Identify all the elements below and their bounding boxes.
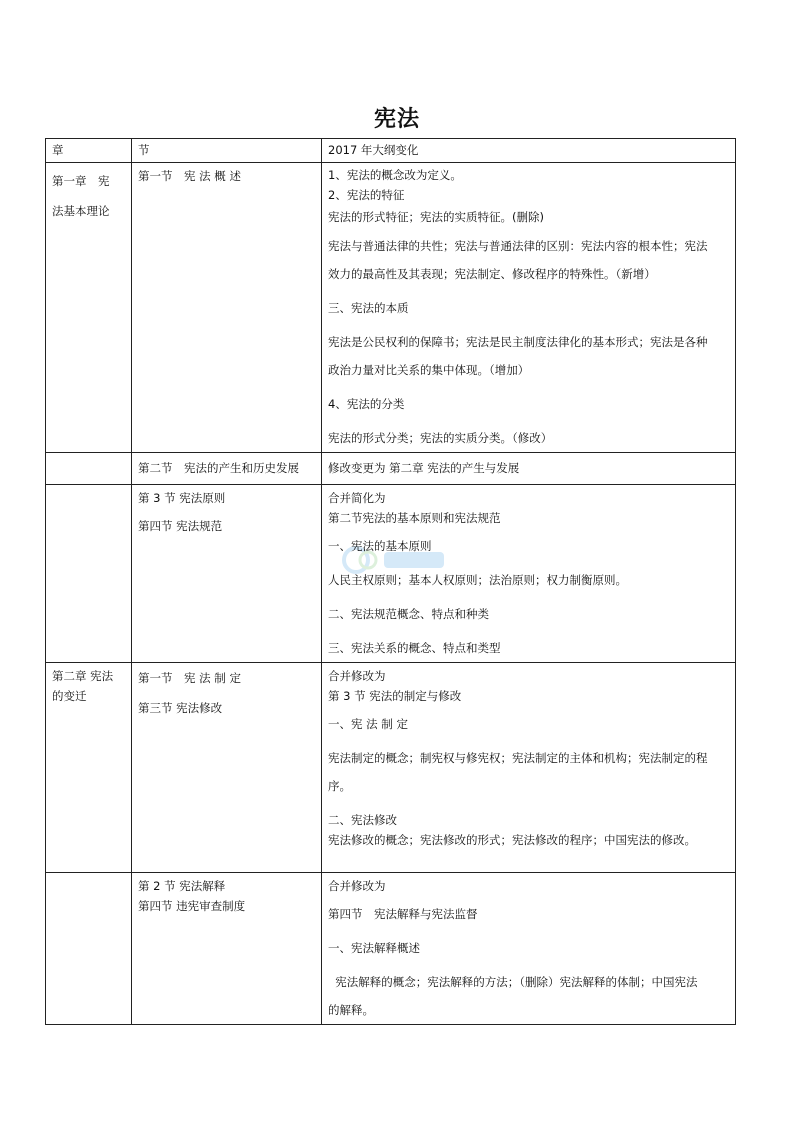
change-line: 合并简化为 — [328, 491, 386, 505]
change-line: 第二节宪法的基本原则和宪法规范 — [328, 511, 501, 525]
chapter-cell — [46, 163, 132, 453]
change-line: 修改变更为 第二章 宪法的产生与发展 — [328, 461, 520, 475]
change-line: 人民主权原则；基本人权原则；法治原则；权力制衡原则。 — [328, 573, 627, 587]
changes-cell — [322, 663, 736, 873]
change-line: 第 3 节 宪法的制定与修改 — [328, 689, 462, 703]
change-line: 宪法解释的概念；宪法解释的方法；（删除）宪法解释的体制；中国宪法 — [328, 975, 698, 989]
change-line: 二、宪法规范概念、特点和种类 — [328, 607, 489, 621]
chapter-text: 第一章 宪 — [52, 174, 110, 188]
change-line: 1、宪法的概念改为定义。 — [328, 168, 462, 182]
change-line: 第四节 宪法解释与宪法监督 — [328, 907, 478, 921]
chapter-text: 第二章 宪法 — [52, 669, 114, 683]
table-header-row — [46, 139, 736, 163]
changes-cell — [322, 453, 736, 485]
chapter-cell — [46, 663, 132, 873]
change-line: 三、宪法关系的概念、特点和类型 — [328, 641, 501, 655]
table-row — [46, 485, 736, 663]
page-title: 宪法 — [373, 107, 420, 132]
change-line: 政治力量对比关系的集中体现。（增加） — [328, 363, 530, 377]
chapter-text: 法基本理论 — [52, 204, 110, 218]
change-line: 二、宪法修改 — [328, 813, 397, 827]
section-cell — [132, 453, 322, 485]
section-cell — [132, 485, 322, 663]
syllabus-change-table — [45, 138, 736, 1025]
change-line: 宪法的形式特征；宪法的实质特征。(删除) — [328, 210, 544, 224]
section-cell — [132, 663, 322, 873]
change-line: 宪法制定的概念；制宪权与修宪权；宪法制定的主体和机构；宪法制定的程 — [328, 751, 708, 765]
section-text: 第 2 节 宪法解释 — [138, 879, 226, 893]
change-line: 宪法修改的概念；宪法修改的形式；宪法修改的程序；中国宪法的修改。 — [328, 833, 696, 847]
change-line: 2、宪法的特征 — [328, 188, 405, 202]
chapter-cell — [46, 453, 132, 485]
table-row — [46, 163, 736, 453]
chapter-cell — [46, 485, 132, 663]
chapter-cell — [46, 873, 132, 1025]
change-line: 合并修改为 — [328, 879, 386, 893]
change-line: 序。 — [328, 779, 351, 793]
section-cell — [132, 163, 322, 453]
chapter-text: 的变迁 — [52, 689, 87, 703]
section-text: 第四节 违宪审查制度 — [138, 899, 246, 913]
section-text: 第三节 宪法修改 — [138, 701, 223, 715]
section-text: 第一节 宪 法 概 述 — [138, 169, 241, 183]
table-row — [46, 663, 736, 873]
change-line: 的解释。 — [328, 1003, 374, 1017]
change-line: 一、宪法解释概述 — [328, 941, 420, 955]
table-row — [46, 873, 736, 1025]
section-text: 第 3 节 宪法原则 — [138, 491, 226, 505]
change-line: 4、宪法的分类 — [328, 397, 405, 411]
header-section: 节 — [132, 139, 322, 163]
change-line: 三、宪法的本质 — [328, 301, 409, 315]
section-text: 第四节 宪法规范 — [138, 519, 223, 533]
change-line: 一、宪 法 制 定 — [328, 717, 408, 731]
change-line: 合并修改为 — [328, 669, 386, 683]
changes-cell — [322, 873, 736, 1025]
header-changes: 2017 年大纲变化 — [322, 139, 736, 163]
section-text: 第二节 宪法的产生和历史发展 — [138, 461, 299, 475]
changes-cell — [322, 163, 736, 453]
section-cell — [132, 873, 322, 1025]
changes-cell — [322, 485, 736, 663]
header-chapter: 章 — [46, 139, 132, 163]
change-line: 宪法与普通法律的共性；宪法与普通法律的区别：宪法内容的根本性；宪法 — [328, 239, 708, 253]
change-line: 一、宪法的基本原则 — [328, 539, 432, 553]
change-line: 宪法是公民权利的保障书；宪法是民主制度法律化的基本形式；宪法是各种 — [328, 335, 708, 349]
change-line: 效力的最高性及其表现；宪法制定、修改程序的特殊性。（新增） — [328, 267, 656, 281]
table-row — [46, 453, 736, 485]
section-text: 第一节 宪 法 制 定 — [138, 671, 241, 685]
change-line: 宪法的形式分类；宪法的实质分类。（修改） — [328, 431, 553, 445]
